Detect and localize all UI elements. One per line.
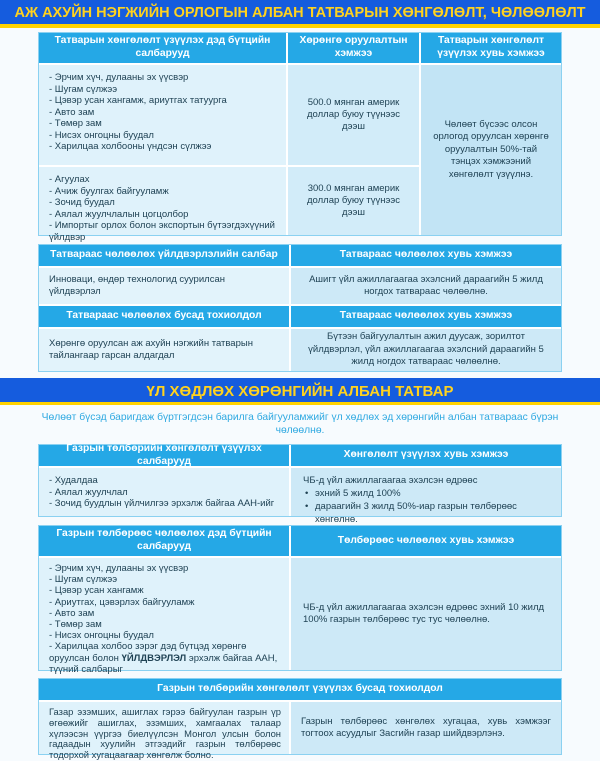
page-title-real-estate-tax: ҮЛ ХӨДЛӨХ ХӨРӨНГИЙН АЛБАН ТАТВАР: [0, 378, 600, 405]
cell-loss-benefit: Бүтээн байгуулалтын ажил дуусаж, зорилтот үйлдвэрлэл, үйл ажиллагаагаа эхэлсний дараагийн 5 жилд ногдох татвараас чөлөөлнө.: [291, 329, 561, 371]
header-exemption-rate: Төлбөрөөс чөлөөлөх хувь хэмжээ: [291, 526, 561, 556]
list-item: - Агуулах: [49, 174, 90, 185]
list-item: - Төмөр зам: [49, 118, 102, 129]
list-item: - Нисэх онгоцны буудал: [49, 630, 154, 642]
list-item: - Харилцаа холбооны үндсэн сүлжээ: [49, 141, 212, 152]
last-item-bold-word: ҮЙЛДВЭРЛЭЛ: [121, 652, 187, 664]
sector-list-row1: [39, 65, 286, 165]
list-item-with-bold: [49, 641, 281, 675]
last-item-suffix: эрхэлж байгаа ААН, түүний салбарыг: [49, 652, 278, 675]
list-item: - Цэвэр усан хангамж, ариутгах татуурга: [49, 95, 227, 106]
header-exempt-rate-1: Татвараас чөлөөлөх хувь хэмжээ: [291, 245, 561, 266]
land-fee-sector-list: [39, 468, 289, 516]
list-item: - Импортыг орлох болон экспортын бүтээгдэхүүний үйлдвэр: [49, 220, 275, 243]
tax-exemption-table: [38, 244, 562, 372]
list-item: - Авто зам: [49, 106, 95, 118]
land-fee-other-cases-table: [38, 678, 562, 761]
benefit-intro: ЧБ-д үйл ажиллагаагаа эхэлсэн өдрөөс: [303, 475, 478, 486]
header-exempt-production-sector: Татвараас чөлөөлөх үйлдвэрлэлийн салбар: [39, 245, 289, 266]
col-header-investment-amount: Хөрөнгө оруулалтын хэмжээ: [288, 33, 419, 63]
cell-innovation-sector: Инноваци, өндөр технологид суурилсан үйлдвэрлэл: [39, 268, 289, 304]
list-item: - Зочид буудлын үйлчилгээ эрхэлж байгаа ААН-ийг: [49, 498, 275, 509]
corporate-tax-table: [38, 32, 562, 243]
list-item: - Ариутгах, цэвэрлэх байгууламж: [49, 596, 195, 608]
list-item: - Нисэх онгоцны буудал: [49, 129, 154, 141]
other-cases-decision: Газрын төлбөрөөс хөнгөлөх хугацаа, хувь хэмжээг тогтоох асуудлыг Засгийн газар шийдвэрлэнэ.: [291, 702, 561, 754]
list-item: - Эрчим хүч, дулааны эх үүсвэр: [49, 72, 189, 83]
land-exempt-benefit-cell: ЧБ-д үйл ажиллагаагаа эхэлсэн өдрөөс эхний 10 жилд 100% газрын төлбөрөөс тус тус чөлөөлнө.: [291, 558, 561, 670]
benefit-bullet-list: [303, 487, 553, 526]
list-item: - Ачиж буулгах байгууламж: [49, 185, 169, 197]
list-item: - Төмөр зам: [49, 619, 102, 631]
header-land-exempt-sectors: Газрын төлбөрөөс чөлөөлөх дэд бүтцийн салбарууд: [39, 526, 289, 556]
col-header-tax-relief-rate: Татварын хөнгөлөлт үзүүлэх хувь хэмжээ: [421, 33, 561, 63]
list-item: - Цэвэр усан хангамж: [49, 585, 144, 597]
last-item-prefix: - Харилцаа холбоо зэрэг дэд бүтцэд хөрөнгө оруулсан болон: [49, 641, 247, 664]
col-header-infrastructure-sectors: Татварын хөнгөлөлт үзүүлэх дэд бүтцийн салбарууд: [39, 33, 286, 63]
land-exempt-sector-list: [39, 558, 289, 675]
land-fee-discount-table: [38, 442, 562, 525]
header-exempt-other-cases: Татвараас чөлөөлөх бусад тохиолдол: [39, 306, 289, 327]
header-other-cases: Газрын төлбөрийн хөнгөлөлт үзүүлэх бусад тохиолдол: [39, 679, 561, 700]
list-item: - Худалдаа: [49, 475, 98, 486]
list-item: - Аялал жуулчлалын цогцолбор: [49, 208, 189, 220]
bullet-item: • дараагийн 3 жилд 50%-иар газрын төлбөрөөс хөнгөлнө.: [303, 500, 553, 526]
real-estate-tax-note: Чөлөөт бүсэд баригдаж бүртгэгдсэн барилга байгууламжийг үл хөдлөх эд хөрөнгийн албан татвараас бүрэн чөлөөлнө.: [41, 412, 559, 436]
header-discount-rate: Хөнгөлөлт үзүүлэх хувь хэмжээ: [291, 445, 561, 466]
investment-amount-row2: 300.0 мянган америк доллар буюу түүнээс дээш: [288, 167, 419, 235]
cell-loss-case: Хөрөнгө оруулсан аж ахуйн нэгжийн татварын тайлангаар гарсан алдагдал: [39, 329, 289, 371]
land-fee-benefit-cell: [291, 468, 561, 525]
list-item: - Шугам сүлжээ: [49, 83, 118, 95]
land-fee-exemption-table: [38, 525, 562, 675]
list-item: - Зочид буудал: [49, 197, 115, 208]
header-land-fee-sectors: Газрын төлбөрийн хөнгөлөлт үзүүлэх салбарууд: [39, 445, 289, 466]
list-item: - Авто зам: [49, 607, 95, 619]
bullet-item: • эхний 5 жилд 100%: [303, 487, 553, 500]
sector-list-row2: [39, 167, 286, 243]
investment-amount-row1: 500.0 мянган америк доллар буюу түүнээс дээш: [288, 65, 419, 165]
page-title-corporate-income-tax: АЖ АХУЙН НЭГЖИЙН ОРЛОГЫН АЛБАН ТАТВАРЫН ХӨНГӨЛӨЛТ, ЧӨЛӨӨЛӨЛТ: [0, 0, 600, 28]
header-exempt-rate-2: Татвараас чөлөөлөх хувь хэмжээ: [291, 306, 561, 327]
list-item: - Эрчим хүч, дулааны эх үүсвэр: [49, 563, 189, 574]
list-items: [49, 563, 281, 641]
other-cases-description: Газар эзэмших, ашиглах гэрээ байгуулан газрын үр өгөөжийг ашиглах, эзэмших, хамгаалах талаар хүлээсэн үүргээ биелүүлсэн Монгол улсын болон гадаадын хуулийн этгээдийг газрын төлбөрөөс тодорхой хугацаагаар хөнгөлж болно.: [39, 702, 289, 754]
list-item: - Аялал жуулчлал: [49, 486, 128, 498]
list-item: - Шугам сүлжээ: [49, 574, 118, 586]
cell-innovation-benefit: Ашигт үйл ажиллагаагаа эхэлсний дараагийн 5 жилд ногдох татвараас чөлөөлнө.: [291, 268, 561, 304]
merged-benefit-cell: Чөлөөт бүсээс олсон орлогод оруулсан хөрөнгө оруулалтын 50%-тай тэнцэх хэмжээний хөнгөлөлт үзүүлнэ.: [421, 65, 561, 235]
